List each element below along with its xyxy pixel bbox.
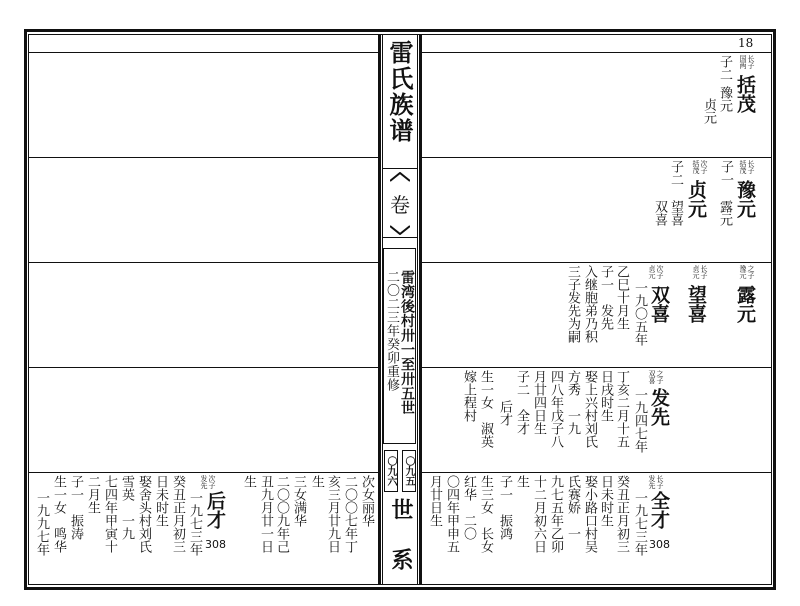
- entry-text: 〇四年甲申五: [444, 475, 459, 553]
- relation-label: 长子: [747, 55, 755, 69]
- entry-text: 日未时生: [153, 475, 168, 527]
- sons-label: 子二: [668, 160, 683, 186]
- entry-text: 子一 发先: [598, 265, 613, 330]
- entry-text: 生: [309, 475, 324, 488]
- row-divider: [28, 472, 380, 473]
- entry-text: 丑九月廿一日: [258, 475, 273, 553]
- entry-text: 后才: [497, 400, 512, 426]
- row-divider: [420, 157, 772, 158]
- entry-text: 三子发先为嗣: [565, 265, 580, 343]
- son-name: 露元: [717, 200, 732, 226]
- entry-text: 子一 振鸿: [497, 475, 512, 540]
- parent-label: 括茂: [692, 160, 700, 174]
- entry-text: 一九四七年: [632, 388, 647, 453]
- relation-label: 长子: [700, 265, 708, 279]
- person-name: 望喜: [685, 285, 707, 323]
- person-name: 后才: [204, 491, 226, 529]
- entry-text: 三女满华: [291, 475, 306, 527]
- entry-text: 方秀 一九: [565, 370, 580, 435]
- entry-text: 雪英 一九: [119, 475, 134, 540]
- parent-label: 豫元: [739, 265, 747, 279]
- entry-text: 一九七三年: [632, 491, 647, 556]
- chevron-down-icon: [390, 225, 410, 235]
- entry-text: 生: [241, 475, 256, 488]
- son-name: 望喜: [668, 200, 683, 226]
- entry-text: 次女丽华: [359, 475, 374, 527]
- person-name: 露元: [734, 285, 756, 323]
- parent-label: 发先: [648, 475, 656, 489]
- spine-subtitle: 雷湾後村卅一至卅五世: [399, 270, 415, 415]
- page-number: 18: [738, 36, 754, 50]
- son-name: 贞元: [701, 98, 716, 124]
- entry-text: 子二 全才: [514, 370, 529, 435]
- entry-text: 癸丑正月初三: [614, 475, 629, 553]
- entry-text: 一九九七年: [34, 491, 49, 556]
- entry-text: 二〇〇九年己: [274, 475, 289, 553]
- row-divider: [28, 52, 380, 53]
- entry-text: 生一女 淑英: [478, 370, 493, 448]
- entry-text: 娶上兴村刘氏: [582, 370, 597, 448]
- entry-text: 月廿日生: [427, 475, 442, 527]
- entry-text: 生三女 长女: [478, 475, 493, 553]
- person-name: 全才: [648, 491, 670, 529]
- person-name: 豫元: [734, 180, 756, 218]
- page-number-right: 〇九五: [402, 450, 416, 492]
- page-number-left: 〇九六: [384, 450, 398, 492]
- entry-text: 九七五年乙卯: [548, 475, 563, 553]
- row-divider: [420, 52, 772, 53]
- person-name: 括茂: [734, 75, 756, 113]
- relation-label: 次子: [208, 475, 216, 489]
- entry-text: 入继胞弟乃积: [582, 265, 597, 343]
- relation-label: 长子: [747, 160, 755, 174]
- spine-revision: 二〇二三年癸卯重修: [384, 270, 399, 392]
- entry-text: 七四年甲寅十: [102, 475, 117, 553]
- generation-number: 308: [649, 538, 670, 551]
- entry-text: 日未时生: [598, 475, 613, 527]
- entry-text: 二〇〇七年丁: [342, 475, 357, 553]
- entry-text: 亥三月廿九日: [325, 475, 340, 553]
- entry-text: 生一女 鸣华: [51, 475, 66, 553]
- spine-rule-right: [419, 34, 422, 585]
- entry-text: 一九〇五年: [632, 281, 647, 346]
- row-divider: [420, 367, 772, 368]
- parent-label: 括茂: [739, 160, 747, 174]
- relation-label: 长子: [656, 475, 664, 489]
- entry-text: 癸丑正月初三: [170, 475, 185, 553]
- volume-label: 卷: [382, 168, 418, 238]
- sons-label: 子一: [718, 160, 733, 186]
- parent-label: 贞元: [648, 265, 656, 279]
- entry-text: 二月生: [85, 475, 100, 514]
- row-divider: [28, 157, 380, 158]
- relation-label: 次子: [700, 160, 708, 174]
- row-divider: [420, 472, 772, 473]
- entry-text: 丁亥二月十五: [614, 370, 629, 448]
- relation-label: 次子: [656, 265, 664, 279]
- entry-text: 娶小路口村吴: [582, 475, 597, 553]
- entry-text: 娶舍头村刘氏: [136, 475, 151, 553]
- book-title: 雷氏族谱: [385, 40, 413, 144]
- person-name: 发先: [648, 388, 670, 426]
- entry-text: 十二月初六日: [531, 475, 546, 553]
- son-name: 豫元: [717, 86, 732, 112]
- relation-label: 之子: [747, 265, 755, 279]
- parent-label: 发先: [200, 475, 208, 489]
- row-divider: [28, 262, 380, 263]
- entry-text: 嫁上程村: [461, 370, 476, 422]
- person-name: 双喜: [648, 285, 670, 323]
- row-divider: [420, 262, 772, 263]
- entry-text: 生: [514, 475, 529, 488]
- parent-label: 双喜: [648, 370, 656, 384]
- entry-text: 日戌时生: [598, 370, 613, 422]
- entry-text: 子一 振涛: [68, 475, 83, 540]
- entry-text: 乙巳十月生: [614, 265, 629, 330]
- relation-label: 之子: [656, 370, 664, 384]
- parent-label: 贞元: [692, 265, 700, 279]
- son-name: 双喜: [652, 200, 667, 226]
- parent-label: 国两: [739, 55, 747, 69]
- generation-number: 308: [205, 538, 226, 551]
- entry-text: 红华 二〇: [461, 475, 476, 540]
- chevron-up-icon: [390, 172, 410, 182]
- row-divider: [28, 367, 380, 368]
- person-name: 贞元: [685, 180, 707, 218]
- entry-text: 氏赛娇 一: [565, 475, 580, 540]
- entry-text: 月廿四日生: [531, 370, 546, 435]
- entry-text: 四八年戊子八: [548, 370, 563, 448]
- entry-text: 一九七三年: [187, 491, 202, 556]
- sons-label: 子二: [717, 55, 732, 81]
- section-label: 世系: [388, 498, 413, 598]
